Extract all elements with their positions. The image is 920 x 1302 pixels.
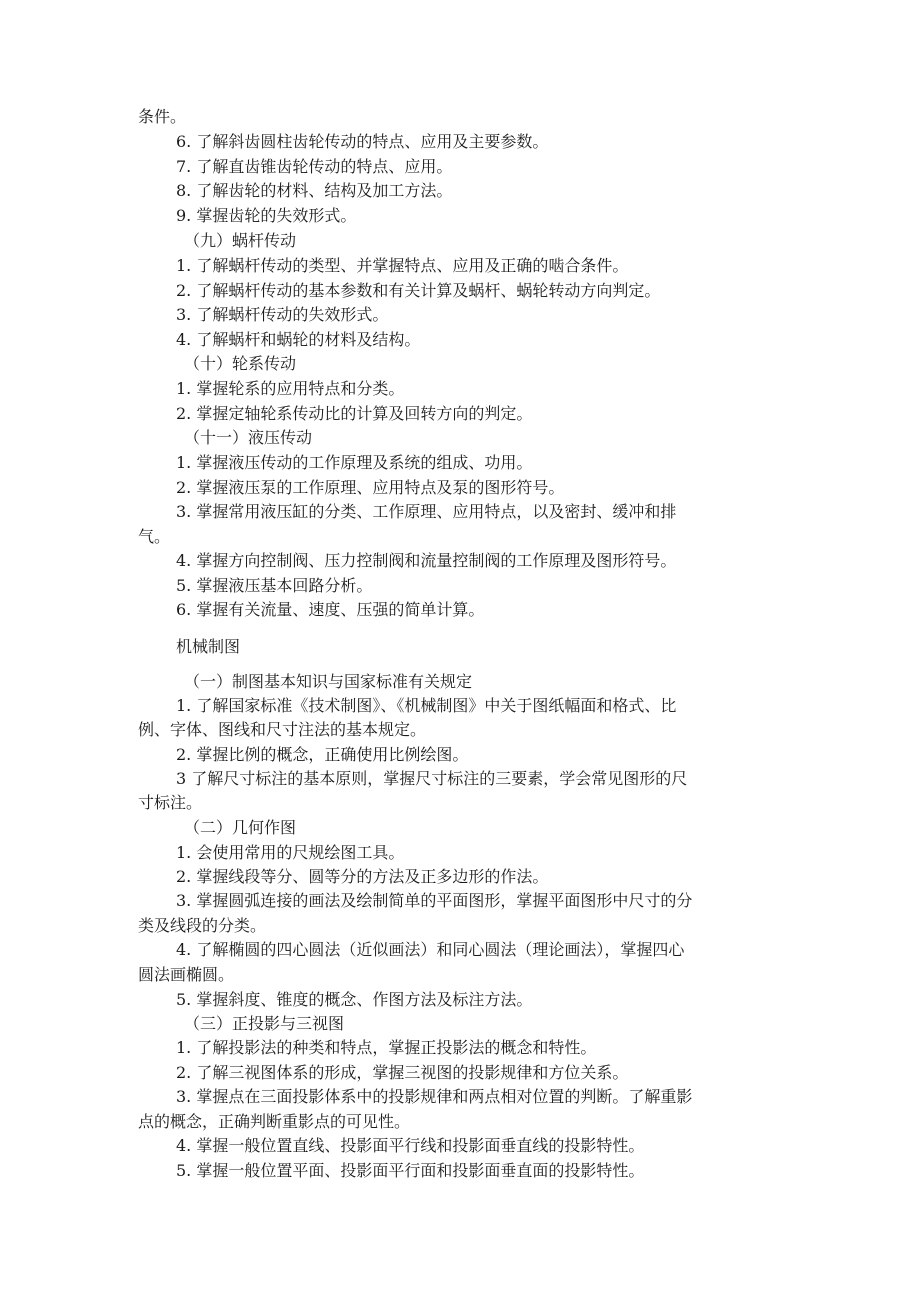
text-line: 例、字体、图线和尺寸注法的基本规定。 [138, 720, 427, 739]
list-item: 7. 了解直齿锥齿轮传动的特点、应用。 [176, 157, 453, 176]
list-item: 6. 掌握有关流量、速度、压强的简单计算。 [176, 600, 485, 619]
list-item: 5. 掌握一般位置平面、投影面平行面和投影面垂直面的投影特性。 [176, 1161, 645, 1180]
list-item: 8. 了解齿轮的材料、结构及加工方法。 [176, 181, 453, 200]
list-item: 5. 掌握液压基本回路分析。 [176, 576, 373, 595]
list-item: 4. 掌握方向控制阀、压力控制阀和流量控制阀的工作原理及图形符号。 [176, 551, 677, 570]
text-line: 圆法画椭圆。 [138, 965, 235, 984]
list-item: 1. 掌握液压传动的工作原理及系统的组成、功用。 [176, 453, 533, 472]
list-item: 9. 掌握齿轮的失效形式。 [176, 206, 357, 225]
list-item: 4. 了解蜗杆和蜗轮的材料及结构。 [176, 330, 421, 349]
text-line: 条件。 [138, 107, 187, 126]
list-item: 1. 掌握轮系的应用特点和分类。 [176, 379, 405, 398]
list-item: 2. 掌握比例的概念，正确使用比例绘图。 [176, 745, 469, 764]
section-heading: （十一）液压传动 [184, 428, 313, 447]
list-item: 2. 掌握线段等分、圆等分的方法及正多边形的作法。 [176, 867, 549, 886]
list-item: 4. 掌握一般位置直线、投影面平行线和投影面垂直线的投影特性。 [176, 1136, 645, 1155]
list-item: 2. 了解三视图体系的形成，掌握三视图的投影规律和方位关系。 [176, 1063, 629, 1082]
list-item: 1. 了解国家标准《技术制图》、《机械制图》中关于图纸幅面和格式、比 [176, 696, 677, 715]
text-line: 点的概念，正确判断重影点的可见性。 [138, 1112, 411, 1131]
section-heading: （十）轮系传动 [184, 354, 297, 373]
text-line: 气。 [138, 527, 171, 546]
section-heading: （九）蜗杆传动 [184, 231, 297, 250]
list-item: 2. 掌握液压泵的工作原理、应用特点及泵的图形符号。 [176, 478, 565, 497]
section-heading: （三）正投影与三视图 [184, 1014, 345, 1033]
chapter-heading: 机械制图 [176, 637, 241, 656]
list-item: 2. 掌握定轴轮系传动比的计算及回转方向的判定。 [176, 404, 533, 423]
list-item: 3. 掌握常用液压缸的分类、工作原理、应用特点，以及密封、缓冲和排 [176, 502, 677, 521]
list-item: 2. 了解蜗杆传动的基本参数和有关计算及蜗杆、蜗轮转动方向判定。 [176, 281, 661, 300]
list-item: 1. 了解蜗杆传动的类型、并掌握特点、应用及正确的啮合条件。 [176, 256, 629, 275]
list-item: 3. 掌握点在三面投影体系中的投影规律和两点相对位置的判断。了解重影 [176, 1087, 693, 1106]
list-item: 5. 掌握斜度、锥度的概念、作图方法及标注方法。 [176, 990, 533, 1009]
list-item: 1. 了解投影法的种类和特点，掌握正投影法的概念和特性。 [176, 1038, 597, 1057]
list-item: 3. 掌握圆弧连接的画法及绘制简单的平面图形，掌握平面图形中尺寸的分 [176, 891, 693, 910]
text-line: 寸标注。 [138, 793, 203, 812]
section-heading: （一）制图基本知识与国家标准有关规定 [184, 672, 473, 691]
list-item: 4. 了解椭圆的四心圆法（近似画法）和同心圆法（理论画法），掌握四心 [176, 940, 685, 959]
list-item: 6. 了解斜齿圆柱齿轮传动的特点、应用及主要参数。 [176, 132, 549, 151]
list-item: 3 了解尺寸标注的基本原则，掌握尺寸标注的三要素，学会常见图形的尺 [176, 769, 688, 788]
list-item: 3. 了解蜗杆传动的失效形式。 [176, 305, 389, 324]
text-line: 类及线段的分类。 [138, 916, 267, 935]
list-item: 1. 会使用常用的尺规绘图工具。 [176, 843, 405, 862]
section-heading: （二）几何作图 [184, 818, 297, 837]
